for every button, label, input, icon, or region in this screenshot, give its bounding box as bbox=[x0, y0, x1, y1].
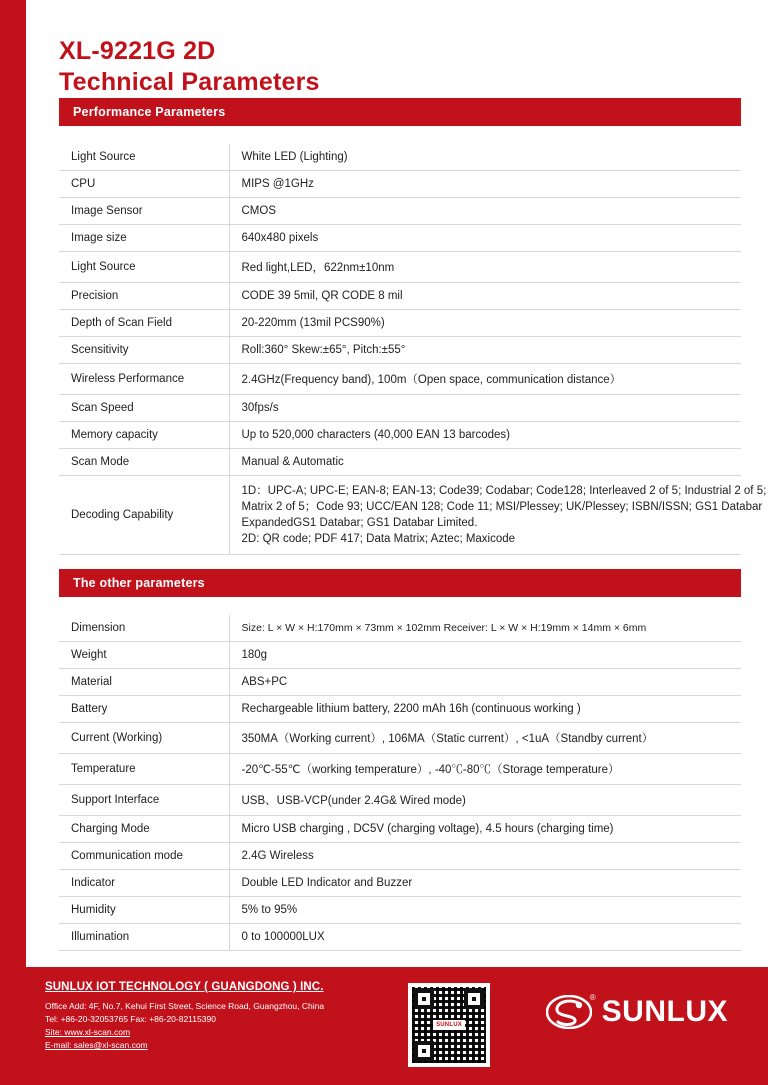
row-value: Red light,LED，622nm±10nm bbox=[229, 252, 741, 283]
footer-phone: Tel: +86-20-32053765 Fax: +86-20-82115390 bbox=[45, 1014, 216, 1024]
table-row bbox=[59, 669, 741, 696]
row-label: Scan Mode bbox=[59, 449, 229, 476]
row-label: Image size bbox=[59, 225, 229, 252]
row-value: Manual & Automatic bbox=[229, 449, 741, 476]
section-heading-performance: Performance Parameters bbox=[59, 98, 741, 126]
row-label: Memory capacity bbox=[59, 422, 229, 449]
row-label: Wireless Performance bbox=[59, 364, 229, 395]
qr-finder-icon bbox=[464, 989, 484, 1009]
row-value: Size: L × W × H:170mm × 73mm × 102mm Receiver: L × W × H:19mm × 14mm × 6mm bbox=[229, 615, 741, 642]
row-label: Current (Working) bbox=[59, 723, 229, 754]
table-row bbox=[59, 337, 741, 364]
footer-email[interactable]: E-mail: sales@xl-scan.com bbox=[45, 1040, 148, 1050]
footer-contact-block bbox=[45, 1000, 324, 1052]
row-value: CMOS bbox=[229, 198, 741, 225]
table-row bbox=[59, 171, 741, 198]
row-value: Rechargeable lithium battery, 2200 mAh 16h (continuous working ) bbox=[229, 696, 741, 723]
decoding-line: 2D: QR code; PDF 417; Data Matrix; Aztec; Maxicode bbox=[241, 533, 516, 545]
row-label: Light Source bbox=[59, 252, 229, 283]
page-footer bbox=[0, 967, 768, 1085]
footer-website[interactable]: Site: www.xl-scan.com bbox=[45, 1027, 131, 1037]
row-value: 350MA（Working current）, 106MA（Static current）, <1uA（Standby current） bbox=[229, 723, 741, 754]
table-row bbox=[59, 924, 741, 951]
row-label: Scensitivity bbox=[59, 337, 229, 364]
table-row bbox=[59, 615, 741, 642]
table-row bbox=[59, 225, 741, 252]
row-value: ABS+PC bbox=[229, 669, 741, 696]
table-row bbox=[59, 897, 741, 924]
row-label: Depth of Scan Field bbox=[59, 310, 229, 337]
table-row bbox=[59, 816, 741, 843]
row-label: Communication mode bbox=[59, 843, 229, 870]
row-value: USB、USB-VCP(under 2.4G& Wired mode) bbox=[229, 785, 741, 816]
row-value: -20℃-55℃（working temperature）, -40℃-80℃（Storage temperature） bbox=[229, 754, 741, 785]
document-content bbox=[31, 0, 768, 951]
table-row bbox=[59, 283, 741, 310]
table-row bbox=[59, 785, 741, 816]
table-row bbox=[59, 395, 741, 422]
table-row bbox=[59, 870, 741, 897]
row-value: Roll:360° Skew:±65°, Pitch:±55° bbox=[229, 337, 741, 364]
table-row bbox=[59, 754, 741, 785]
row-label: Image Sensor bbox=[59, 198, 229, 225]
page-title-line1: XL-9221G 2D bbox=[59, 37, 216, 65]
table-row bbox=[59, 696, 741, 723]
row-value: CODE 39 5mil, QR CODE 8 mil bbox=[229, 283, 741, 310]
qr-finder-icon bbox=[414, 1041, 434, 1061]
footer-company-name: SUNLUX IOT TECHNOLOGY ( GUANGDONG ) INC. bbox=[45, 981, 324, 993]
table-row bbox=[59, 422, 741, 449]
row-value: 5% to 95% bbox=[229, 897, 741, 924]
other-parameters-table bbox=[59, 615, 741, 951]
row-value: Up to 520,000 characters (40,000 EAN 13 barcodes) bbox=[229, 422, 741, 449]
row-value: Double LED Indicator and Buzzer bbox=[229, 870, 741, 897]
row-label: Indicator bbox=[59, 870, 229, 897]
row-label: Temperature bbox=[59, 754, 229, 785]
row-label: Weight bbox=[59, 642, 229, 669]
row-label: CPU bbox=[59, 171, 229, 198]
row-label: Dimension bbox=[59, 615, 229, 642]
row-value: 640x480 pixels bbox=[229, 225, 741, 252]
decoding-line: Matrix 2 of 5；Code 93; UCC/EAN 128; Code 11; MSI/Plessey; UK/Plessey; ISBN/ISSN; GS1 Databar bbox=[241, 501, 763, 513]
left-accent-bar bbox=[0, 0, 26, 1085]
row-value: Micro USB charging , DC5V (charging voltage), 4.5 hours (charging time) bbox=[229, 816, 741, 843]
row-label: Material bbox=[59, 669, 229, 696]
row-value: 180g bbox=[229, 642, 741, 669]
table-row bbox=[59, 144, 741, 171]
table-row bbox=[59, 642, 741, 669]
table-row bbox=[59, 843, 741, 870]
page-title bbox=[59, 36, 754, 98]
row-value: White LED (Lighting) bbox=[229, 144, 741, 171]
table-row bbox=[59, 310, 741, 337]
qr-center-logo: SUNLUX bbox=[433, 1020, 465, 1030]
table-row bbox=[59, 252, 741, 283]
footer-address: Office Add: 4F, No.7, Kehui First Street, Science Road, Guangzhou, China bbox=[45, 1001, 325, 1011]
qr-code bbox=[408, 983, 490, 1067]
qr-code-pattern bbox=[412, 987, 486, 1063]
table-row-decoding bbox=[59, 476, 741, 555]
decoding-line: ExpandedGS1 Databar; GS1 Databar Limited. bbox=[241, 517, 478, 529]
row-value: 30fps/s bbox=[229, 395, 741, 422]
decoding-line: 1D：UPC-A; UPC-E; EAN-8; EAN-13; Code39; Codabar; Code128; Interleaved 2 of 5; Industrial 2 of 5; bbox=[241, 485, 767, 497]
page-title-line2: Technical Parameters bbox=[59, 68, 320, 96]
qr-finder-icon bbox=[414, 989, 434, 1009]
performance-parameters-table bbox=[59, 144, 767, 555]
row-label: Scan Speed bbox=[59, 395, 229, 422]
table-row bbox=[59, 198, 741, 225]
brand-name: SUNLUX bbox=[601, 995, 728, 1028]
row-value: MIPS @1GHz bbox=[229, 171, 741, 198]
brand-logo bbox=[546, 995, 728, 1029]
sunlux-swirl-icon bbox=[546, 993, 596, 1029]
row-label: Light Source bbox=[59, 144, 229, 171]
table-row bbox=[59, 449, 741, 476]
row-label: Support Interface bbox=[59, 785, 229, 816]
table-row bbox=[59, 364, 741, 395]
row-value: 2.4G Wireless bbox=[229, 843, 741, 870]
row-label: Illumination bbox=[59, 924, 229, 951]
row-label: Charging Mode bbox=[59, 816, 229, 843]
row-label: Humidity bbox=[59, 897, 229, 924]
registered-mark-icon: ® bbox=[589, 993, 596, 1002]
row-value bbox=[229, 476, 767, 555]
row-label: Precision bbox=[59, 283, 229, 310]
row-value: 0 to 100000LUX bbox=[229, 924, 741, 951]
row-label: Battery bbox=[59, 696, 229, 723]
row-value: 2.4GHz(Frequency band), 100m（Open space, communication distance） bbox=[229, 364, 741, 395]
section-heading-other: The other parameters bbox=[59, 569, 741, 597]
row-label: Decoding Capability bbox=[59, 476, 229, 555]
row-value: 20-220mm (13mil PCS90%) bbox=[229, 310, 741, 337]
table-row bbox=[59, 723, 741, 754]
